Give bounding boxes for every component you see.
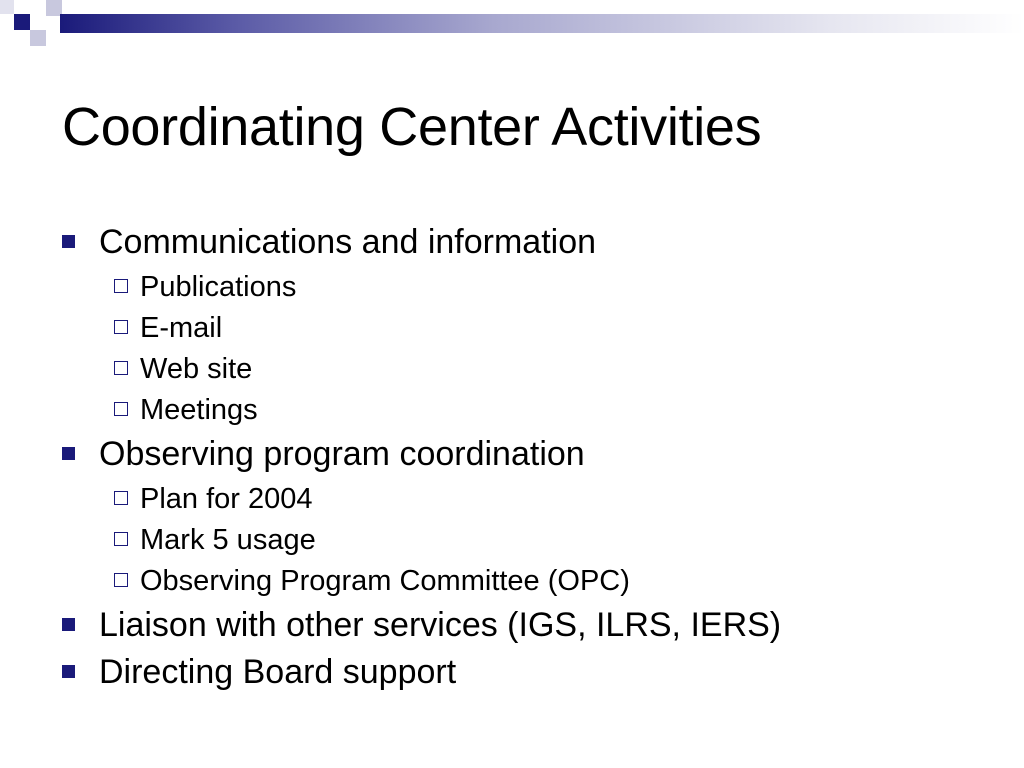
sub-list-item (114, 393, 258, 427)
list-item (62, 652, 456, 692)
square-bullet-icon (62, 235, 75, 248)
sub-list-item-label: Web site (140, 353, 253, 385)
hollow-square-bullet-icon (114, 491, 128, 505)
sub-list-item-label: Mark 5 usage (140, 524, 316, 556)
list-item-label: Directing Board support (99, 653, 457, 691)
sub-list-item (114, 311, 222, 345)
hollow-square-bullet-icon (114, 573, 128, 587)
list-item-label: Liaison with other services (IGS, ILRS, IERS) (99, 606, 782, 644)
sub-list-item-label: Observing Program Committee (OPC) (140, 565, 630, 597)
list-item (62, 222, 596, 262)
slide-title: Coordinating Center Activities (62, 97, 762, 157)
sub-list-item (114, 352, 252, 386)
list-item-label: Communications and information (99, 223, 597, 261)
hollow-square-bullet-icon (114, 361, 128, 375)
sub-list-item-label: Plan for 2004 (140, 483, 313, 515)
list-item (62, 605, 781, 645)
sub-list-item-label: Meetings (140, 394, 258, 426)
sub-list-item-label: E-mail (140, 312, 223, 344)
list-item-label: Observing program coordination (99, 435, 585, 473)
hollow-square-bullet-icon (114, 279, 128, 293)
list-item (62, 434, 585, 474)
hollow-square-bullet-icon (114, 320, 128, 334)
hollow-square-bullet-icon (114, 402, 128, 416)
hollow-square-bullet-icon (114, 532, 128, 546)
sub-list-item (114, 523, 316, 557)
sub-list-item (114, 564, 630, 598)
sub-list-item (114, 482, 313, 516)
sub-list-item-label: Publications (140, 271, 297, 303)
square-bullet-icon (62, 447, 75, 460)
square-bullet-icon (62, 665, 75, 678)
square-bullet-icon (62, 618, 75, 631)
sub-list-item (114, 270, 296, 304)
